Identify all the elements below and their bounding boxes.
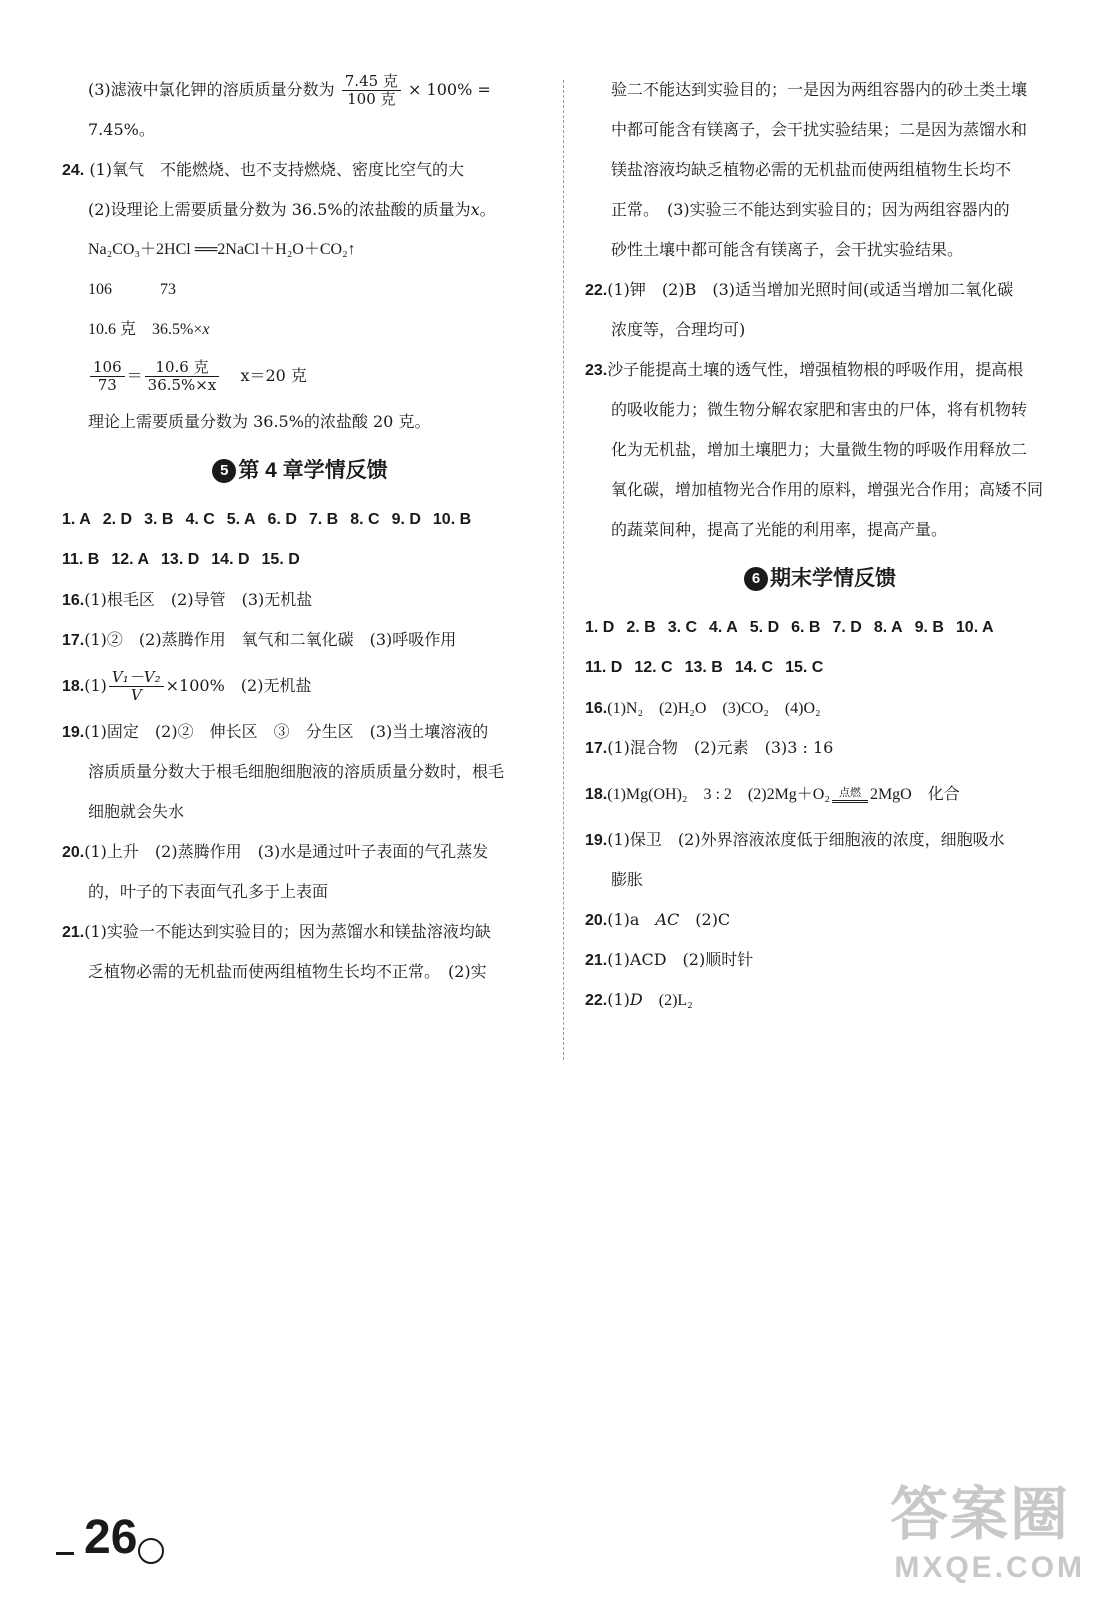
fraction: $\frac{\text{7.45 克}}{\text{100 克}}$	[342, 73, 401, 108]
q19-line2: 膨胀	[611, 870, 644, 889]
section-number-badge: 5	[212, 459, 236, 483]
q23-part3-result: 7.45%。	[88, 120, 155, 139]
left-column	[62, 70, 538, 992]
choice-answers-row2: 11. B 12. A 13. D 14. D 15. D	[62, 551, 300, 568]
question-20: 20.(1)a AC (2)C	[585, 910, 731, 929]
page-ornament-icon	[138, 1538, 164, 1564]
q21-continued-3: 镁盐溶液均缺乏植物必需的无机盐而使两组植物生长均不	[611, 160, 1012, 179]
q24-conclusion: 理论上需要质量分数为 36.5%的浓盐酸 20 克。	[88, 412, 431, 431]
section-number-badge: 6	[744, 567, 768, 591]
q24-part2: (2)设理论上需要质量分数为 36.5%的浓盐酸的质量为x。	[88, 200, 496, 219]
question-21: 21.(1)ACD (2)顺时针	[585, 950, 754, 969]
watermark-logo: 答案圈	[890, 1482, 1071, 1547]
question-22: 22.(1)D (2)L₂	[585, 990, 693, 1009]
question-17: 17.(1)② (2)蒸腾作用 氧气和二氧化碳 (3)呼吸作用	[62, 630, 457, 649]
choice-answers-row2: 11. D 12. C 13. B 14. C 15. C	[585, 659, 824, 676]
q21-line2: 乏植物必需的无机盐而使两组植物生长均不正常。 (2)实	[88, 962, 487, 981]
q21-continued-1: 验二不能达到实验目的；一是因为两组容器内的砂土类土壤	[611, 80, 1028, 99]
question-24: 24. (1)氧气 不能燃烧、也不支持燃烧、密度比空气的大	[62, 160, 465, 179]
q23-line5: 的蔬菜间种，提高了光能的利用率，提高产量。	[611, 520, 948, 539]
q23-line4: 氧化碳，增加植物光合作用的原料，增强光合作用；高矮不同	[611, 480, 1044, 499]
question-16: 16.(1)根毛区 (2)导管 (3)无机盐	[62, 590, 313, 609]
q21-continued-4: 正常。 (3)实验三不能达到实验目的；因为两组容器内的	[611, 200, 1010, 219]
question-21: 21.(1)实验一不能达到实验目的；因为蒸馏水和镁盐溶液均缺	[62, 922, 491, 941]
q23-part3: (3)滤液中氯化钾的溶质质量分数为 $\frac{\text{7.45 克}}{\text{100 克}}$ × 100% =	[88, 72, 491, 108]
proportion-equation: $\frac{106}{73}$ ＝ $\frac{\text{10.6 克}}{36.5\%\times x}$ x＝20 克	[62, 350, 538, 402]
section-6-heading: 6 期末学情反馈	[585, 550, 1055, 608]
q23-line3: 化为无机盐，增加土壤肥力；大量微生物的呼吸作用释放二	[611, 440, 1028, 459]
watermark	[890, 1480, 1085, 1590]
q19-line3: 细胞就会失水	[88, 802, 185, 821]
page-number: 26	[84, 1511, 138, 1564]
fraction: $\frac{\text{10.6 克}}{36.5\%\times x}$	[145, 359, 220, 394]
column-divider	[563, 80, 564, 1060]
fraction: $\frac{106}{73}$	[90, 359, 125, 394]
question-20: 20.(1)上升 (2)蒸腾作用 (3)水是通过叶子表面的气孔蒸发	[62, 842, 489, 861]
section-5-heading: 5 第 4 章学情反馈	[62, 442, 538, 500]
question-19: 19.(1)保卫 (2)外界溶液浓度低于细胞液的浓度，细胞吸水	[585, 830, 1005, 849]
question-17: 17.(1)混合物 (2)元素 (3)3 : 16	[585, 738, 834, 757]
choice-answers-row1: 1. D 2. B 3. C 4. A 5. D 6. B 7. D 8. A 9. B 10. A	[585, 619, 994, 636]
right-column	[585, 70, 1055, 1020]
question-22: 22.(1)钾 (2)B (3)适当增加光照时间(或适当增加二氧化碳	[585, 280, 1014, 299]
question-18: 18.(1)Mg(OH)₂ 3 : 2 (2)2Mg＋O₂ 点燃 2MgO 化合	[585, 786, 960, 803]
question-23: 23.沙子能提高土壤的透气性，增强植物根的呼吸作用，提高根	[585, 360, 1024, 379]
q21-continued-2: 中都可能含有镁离子，会干扰实验结果；二是因为蒸馏水和	[611, 120, 1028, 139]
chemical-equation: Na₂CO₃＋2HCl ══2NaCl＋H₂O＋CO₂↑	[88, 241, 356, 258]
reaction-condition: 点燃	[832, 786, 868, 803]
equals-sign	[832, 800, 868, 803]
watermark-url: MXQE.COM	[894, 1551, 1085, 1584]
question-19: 19.(1)固定 (2)② 伸长区 ③ 分生区 (3)当土壤溶液的	[62, 722, 489, 741]
mass-ratio-line: 106 73	[88, 281, 177, 298]
q23-line2: 的吸收能力；微生物分解农家肥和害虫的尸体，将有机物转	[611, 400, 1028, 419]
q22-line2: 浓度等，合理均可)	[611, 320, 746, 339]
fraction: $\frac{\text{V₁－V₂}}{V}$	[109, 669, 164, 704]
q19-line2: 溶质质量分数大于根毛细胞细胞液的溶质质量分数时，根毛	[88, 762, 505, 781]
question-16: 16.(1)N₂ (2)H₂O (3)CO₂ (4)O₂	[585, 700, 821, 717]
q20-line2: 的，叶子的下表面气孔多于上表面	[88, 882, 329, 901]
choice-answers-row1: 1. A 2. D 3. B 4. C 5. A 6. D 7. B 8. C 9. D 10. B	[62, 511, 472, 528]
page-number-dash	[56, 1552, 74, 1555]
q21-continued-5: 砂性土壤中都可能含有镁离子，会干扰实验结果。	[611, 240, 964, 259]
question-18: 18.(1) $\frac{\text{V₁－V₂}}{V}$ ×100% (2)无机盐	[62, 668, 312, 704]
mass-value-line: 10.6 克 36.5%×x	[88, 321, 210, 338]
